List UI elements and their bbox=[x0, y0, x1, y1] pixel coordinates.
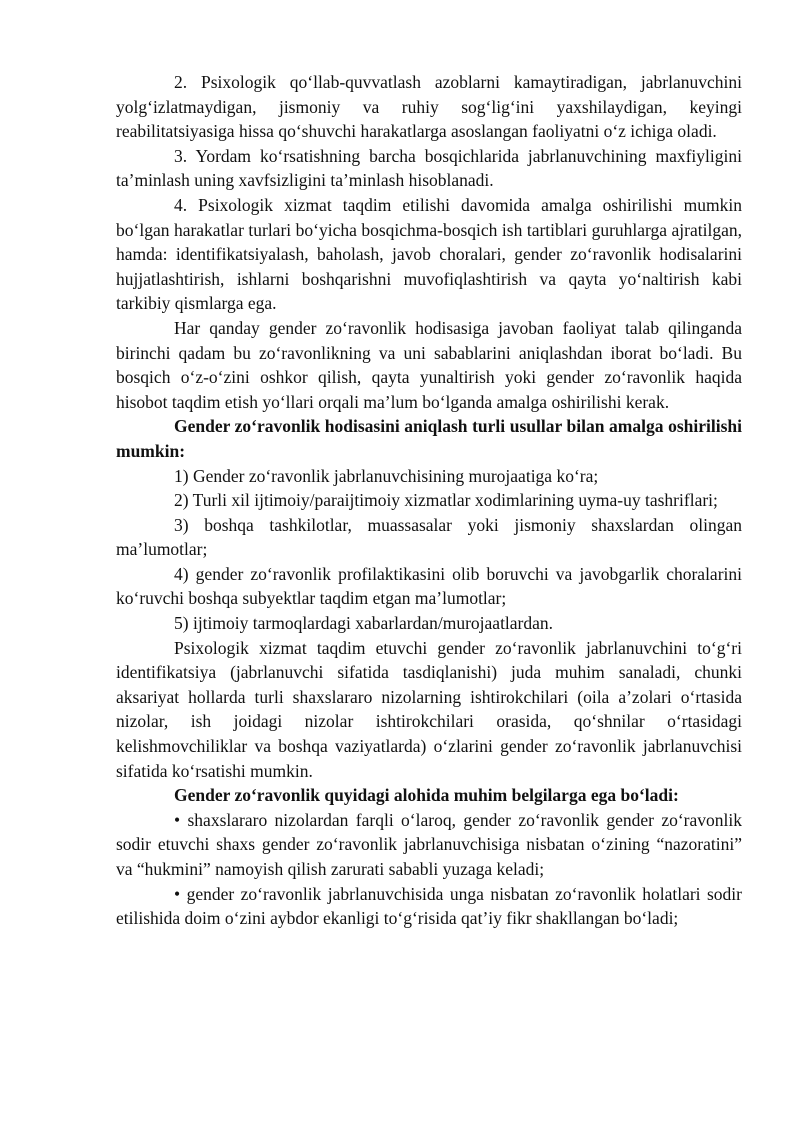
paragraph-point-4: 4. Psixologik xizmat taqdim etilishi davomida amalga oshirilishi mumkin bo‘lgan harakatlar turlari bo‘yicha bosqichma-bosqich ish tartiblari guruhlarga ajratilgan, hamda: identifikatsiyalash, baholash, javob choralari, gender zo‘ravonlik hodisalarini hujjatlashtirish, ishlarni boshqarishni muvofiqlashtirish va qayta yo‘naltirish kabi tarkibiy qismlarga ega. bbox=[116, 194, 742, 314]
paragraph-first-step: Har qanday gender zo‘ravonlik hodisasiga javoban faoliyat talab qilinganda birinchi qadam bu zo‘ravonlikning va uni sabablarini aniqlashdan iborat bo‘ladi. Bu bosqich o‘z-o‘zini oshkor qilish, qayta yunaltirish yoki gender zo‘ravonlik haqida hisobot taqdim etish yo‘llari orqali ma’lum bo‘lganda amalga oshirilishi kerak. bbox=[116, 317, 742, 412]
heading-important-signs: Gender zo‘ravonlik quyidagi alohida muhim belgilarga ega bo‘ladi: bbox=[174, 785, 679, 806]
list-item-method-3: 3) boshqa tashkilotlar, muassasalar yoki jismoniy shaxslardan olingan ma’lumotlar; bbox=[116, 514, 742, 560]
paragraph-identification-importance: Psixologik xizmat taqdim etuvchi gender zo‘ravonlik jabrlanuvchini to‘g‘ri identifikatsiya (jabrlanuvchi sifatida tasdiqlanishi) juda muhim sanaladi, chunki aksariyat hollarda turli shaxslararo nizolarning ishtirokchilari (oila a’zolari o‘rtasida nizolar, ish joidagi nizolar ishtirokchilari orasida, qo‘shnilar o‘rtasidagi kelishmovchiliklar va boshqa vaziyatlarda) o‘zlarini gender zo‘ravonlik jabrlanuvchisi sifatida ko‘rsatishi mumkin. bbox=[116, 637, 742, 781]
list-item-method-4: 4) gender zo‘ravonlik profilaktikasini olib boruvchi va javobgarlik choralarini ko‘ruvchi boshqa subyektlar taqdim etgan ma’lumotlar; bbox=[116, 563, 742, 609]
heading-identification-methods: Gender zo‘ravonlik hodisasini aniqlash turli usullar bilan amalga oshirilishi mumkin: bbox=[116, 416, 742, 461]
list-item-method-1: 1) Gender zo‘ravonlik jabrlanuvchisining murojaatiga ko‘ra; bbox=[174, 465, 599, 486]
list-item-sign-1: • shaxslararo nizolardan farqli o‘laroq, gender zo‘ravonlik gender zo‘ravonlik sodir etuvchi shaxs gender zo‘ravonlik jabrlanuvchisiga nisbatan o‘zining “nazoratini” va “hukmini” namoyish qilish zarurati sababli yuzaga keladi; bbox=[116, 809, 742, 879]
paragraph-point-2: 2. Psixologik qo‘llab-quvvatlash azoblarni kamaytiradigan, jabrlanuvchini yolg‘izlatmaydigan, jismoniy va ruhiy sog‘lig‘ini yaxshilaydigan, keyingi reabilitatsiyasiga hissa qo‘shuvchi harakatlarga asoslangan faoliyatni o‘z ichiga oladi. bbox=[116, 72, 742, 142]
list-item-sign-2: • gender zo‘ravonlik jabrlanuvchisida unga nisbatan zo‘ravonlik holatlari sodir etilishida doim o‘zini aybdor ekanligi to‘g‘risida qat’iy fikr shakllangan bo‘ladi; bbox=[116, 883, 742, 929]
list-item-method-5: 5) ijtimoiy tarmoqlardagi xabarlardan/murojaatlardan. bbox=[174, 613, 554, 634]
paragraph-point-3: 3. Yordam ko‘rsatishning barcha bosqichlarida jabrlanuvchining maxfiyligini ta’minlash uning xavfsizligini ta’minlash hisoblanadi. bbox=[116, 145, 742, 191]
list-item-method-2: 2) Turli xil ijtimoiy/paraijtimoiy xizmatlar xodimlarining uyma-uy tashriflari; bbox=[174, 490, 718, 511]
